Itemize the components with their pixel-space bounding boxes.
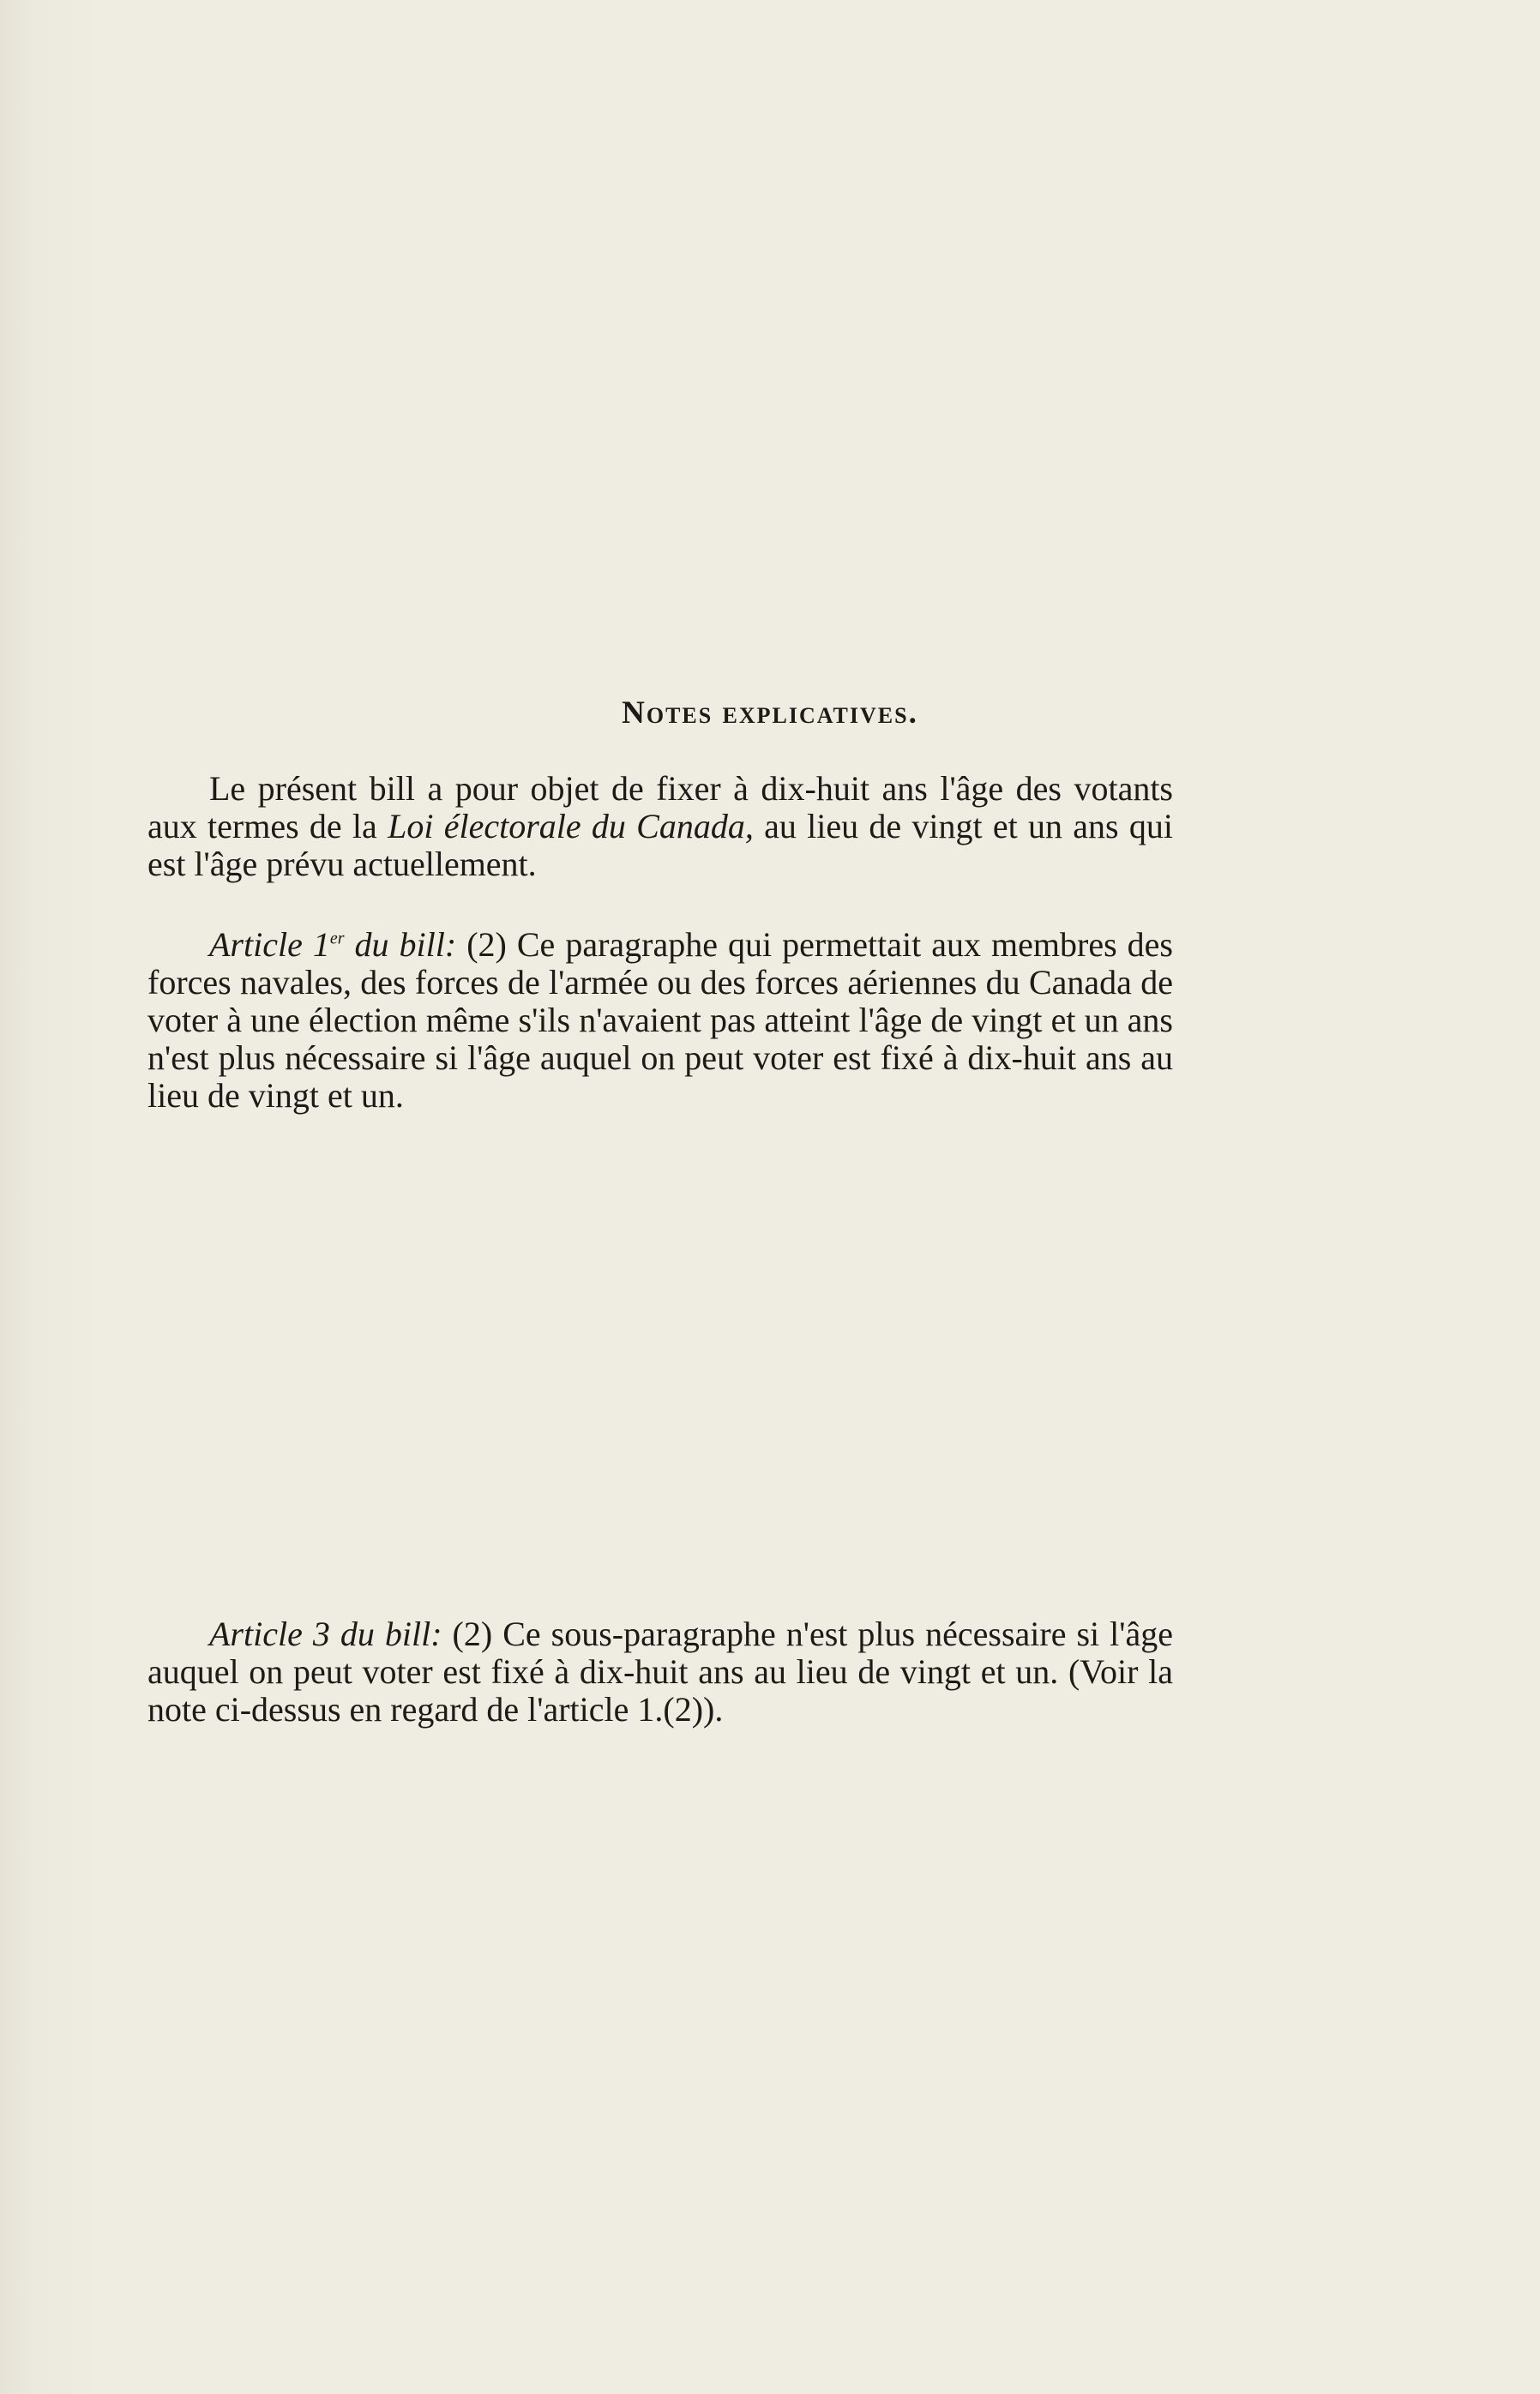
page-heading: Notes explicatives. <box>622 695 918 731</box>
intro-text-before: Le présent bill a pour objet de fixer à dix-huit ans l'âge des votants aux termes de la <box>147 769 1173 845</box>
article-1-label-suffix: du bill: <box>344 925 457 964</box>
article-1-note <box>147 926 1173 1115</box>
article-1-label-prefix: Article 1 <box>209 925 330 964</box>
article-1-label-sup: er <box>329 929 345 948</box>
intro-text-after: au lieu de vingt et un ans qui est l'âge prévu actuellement. <box>147 807 1174 883</box>
article-1-label <box>209 925 456 964</box>
intro-paragraph <box>147 770 1173 883</box>
article-3-text: (2) Ce sous-paragraphe n'est plus nécessaire si l'âge auquel on peut voter est fixé à dix-huit ans au lieu de vingt et un. (Voir la note ci-dessus en regard de l'article 1.(2)). <box>147 1615 1173 1729</box>
article-3-note <box>147 1615 1173 1729</box>
article-1-text: (2) Ce paragraphe qui permettait aux membres des forces navales, des forces de l'armée ou des forces aériennes du Canada de voter à une élection même s'ils n'avaient pas atteint l'âge de vingt et un ans n'est plus nécessaire si l'âge auquel on peut voter est fixé à dix-huit ans au lieu de vingt et un. <box>147 925 1173 1115</box>
article-3-label: Article 3 du bill: <box>209 1615 442 1653</box>
law-title: Loi électorale du Canada, <box>388 807 754 845</box>
